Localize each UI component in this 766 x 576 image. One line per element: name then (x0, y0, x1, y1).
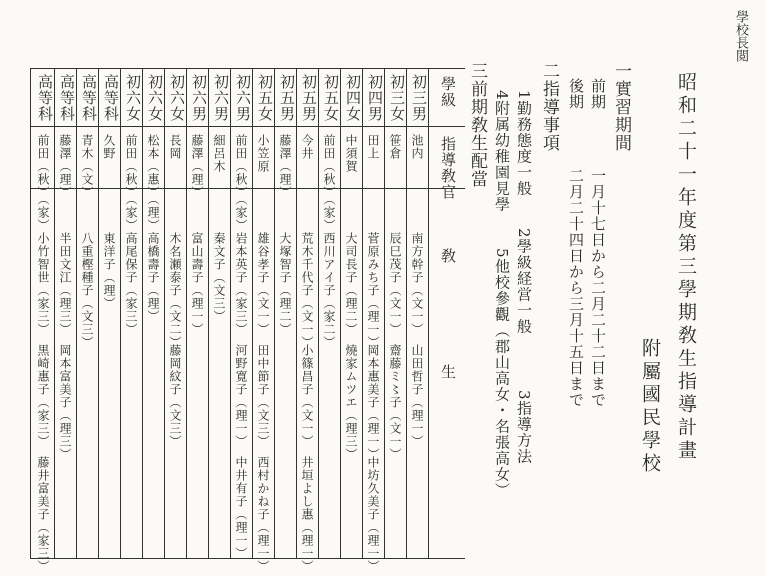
table-column-rule (252, 68, 253, 558)
row-teacher: 長岡 (168, 134, 182, 160)
row-student: 河野寛子（理一） (234, 344, 248, 448)
guidance-item-5: 5他校參觀（郡山高女・名張高女） (493, 248, 511, 499)
row-student: 大司長子（理二） (344, 232, 358, 336)
row-teacher: 今井 (300, 134, 314, 160)
row-grade: 初六男 (212, 74, 230, 122)
row-student: 八重樫種子（文三） (80, 232, 94, 349)
row-teacher: 池内 (410, 134, 424, 160)
table-column-rule (186, 68, 187, 558)
row-teacher: 前田（秋）（家） (322, 134, 336, 232)
row-student: 藤井富美子（家三） (36, 456, 50, 573)
row-teacher: 笹倉 (388, 134, 402, 160)
row-teacher: 前田（秋）（家） (234, 134, 248, 232)
guidance-item-2: 2學級経営一般 (515, 228, 533, 335)
row-teacher: 藤澤（理） (278, 134, 292, 199)
document-title: 昭和二十一年度第三學期敎生指導計畫 (675, 72, 697, 463)
first-period-label: 前期 (589, 78, 607, 110)
row-teacher: 細呂木 (212, 134, 226, 173)
row-student: 大塚智子（理二） (278, 232, 292, 336)
row-student: 西川アイ子（家二） (322, 232, 336, 349)
row-teacher: 小笠原 (256, 134, 270, 173)
row-teacher: 前田（秋）（家） (124, 134, 138, 232)
row-student: 富山壽子（理一） (190, 232, 204, 336)
section-assignment-heading: 三前期敎生配當 (467, 62, 487, 188)
row-student: 岡本惠美子（理一） (366, 344, 380, 461)
table-column-rule (98, 68, 99, 558)
row-student: 岩本英子（家三） (234, 232, 248, 336)
row-grade: 高等科 (80, 74, 98, 122)
row-grade: 初五男 (278, 74, 296, 122)
row-grade: 初五女 (256, 74, 274, 122)
table-column-rule (428, 68, 429, 558)
row-teacher: 藤澤（理） (190, 134, 204, 199)
first-period-dates: 一月十七日から二月二十二日まで (589, 168, 607, 408)
row-grade: 初五女 (322, 74, 340, 122)
row-student: 高橋壽子（理） (146, 232, 160, 323)
row-student: 藤岡紋子（文三） (168, 344, 182, 448)
guidance-item-1: 1勤務態度一般 (515, 90, 533, 197)
row-teacher: 田上 (366, 134, 380, 160)
row-student: 半田文江（理三） (58, 232, 72, 336)
row-grade: 初五男 (300, 74, 318, 122)
table-column-rule (296, 68, 297, 558)
row-teacher: 青木（文） (80, 134, 94, 199)
table-column-rule (274, 68, 275, 558)
section-guidance-heading: 二指導事項 (539, 62, 559, 152)
guidance-item-3: 3指導方法 (515, 390, 533, 465)
table-border-top (30, 68, 465, 69)
header-students: 敎 生 (439, 248, 457, 393)
row-student: 黒崎惠子（家三） (36, 344, 50, 448)
row-grade: 初四男 (366, 74, 384, 122)
table-column-rule (164, 68, 165, 558)
header-grade: 學級 (439, 76, 457, 108)
table-column-rule (340, 68, 341, 558)
approval-stamp: 學校長閲 (733, 10, 748, 62)
row-teacher: 松本（惠）（理） (146, 134, 160, 232)
row-grade: 初六女 (124, 74, 142, 122)
row-student: 小篠昌子（文一） (300, 344, 314, 448)
row-grade: 初三女 (388, 74, 406, 122)
row-grade: 初六女 (168, 74, 186, 122)
row-student: 中坊久美子（理一） (366, 456, 380, 573)
row-teacher: 中須賀 (344, 134, 358, 173)
row-student: 齋藤ミ〻子（文一） (388, 344, 402, 461)
school-name: 附屬國民學校 (639, 338, 661, 476)
row-student: 東洋子（理） (102, 232, 116, 310)
table-column-rule (208, 68, 209, 558)
row-teacher: 久野 (102, 134, 116, 160)
row-student: 中井有子（理一） (234, 456, 248, 560)
table-column-rule (318, 68, 319, 558)
row-grade: 初六女 (146, 74, 164, 122)
guidance-item-4: 4附属幼稚園見學 (493, 90, 511, 213)
table-column-rule (230, 68, 231, 558)
table-column-rule (76, 68, 77, 558)
row-student: 西村かね子（理一） (256, 456, 270, 573)
row-grade: 初六男 (190, 74, 208, 122)
table-column-rule (54, 68, 55, 558)
row-grade: 高等科 (36, 74, 54, 122)
row-student: 燒家ムツエ（理三） (344, 344, 358, 461)
table-column-rule (384, 68, 385, 558)
row-student: 秦文子（文三） (212, 232, 226, 323)
row-student: 井垣よし惠（理一） (300, 456, 314, 573)
second-period-label: 後期 (567, 78, 585, 110)
row-student: 南方幹子（文一） (410, 232, 424, 336)
table-column-rule (120, 68, 121, 558)
row-grade: 初六男 (234, 74, 252, 122)
table-border-left (30, 68, 31, 558)
table-column-rule (406, 68, 407, 558)
row-grade: 高等科 (102, 74, 120, 122)
row-student: 小竹智世（家三） (36, 232, 50, 336)
row-teacher: 前田（秋）（家） (36, 134, 50, 232)
second-period-dates: 二月二十四日から三月十五日まで (567, 168, 585, 408)
row-teacher: 藤澤（理） (58, 134, 72, 199)
row-student: 木名瀬泰子（文二） (168, 232, 182, 349)
row-student: 山田哲子（理一） (410, 344, 424, 448)
row-student: 荒木千代子（文一） (300, 232, 314, 349)
row-student: 辰巳茂子（文一） (388, 232, 402, 336)
row-student: 菅原みち子（理一） (366, 232, 380, 349)
row-grade: 初三男 (410, 74, 428, 122)
row-student: 雄谷孝子（文一） (256, 232, 270, 336)
row-student: 高尾保子（家三） (124, 232, 138, 336)
table-column-rule (362, 68, 363, 558)
row-grade: 高等科 (58, 74, 76, 122)
table-column-rule (142, 68, 143, 558)
row-grade: 初四女 (344, 74, 362, 122)
header-teacher: 指導敎官 (439, 136, 457, 200)
row-student: 岡本富美子（理三） (58, 344, 72, 461)
row-student: 田中節子（文三） (256, 344, 270, 448)
section-practice-period-heading: 一實習期間 (611, 62, 631, 152)
table-rule-grade (30, 126, 465, 127)
